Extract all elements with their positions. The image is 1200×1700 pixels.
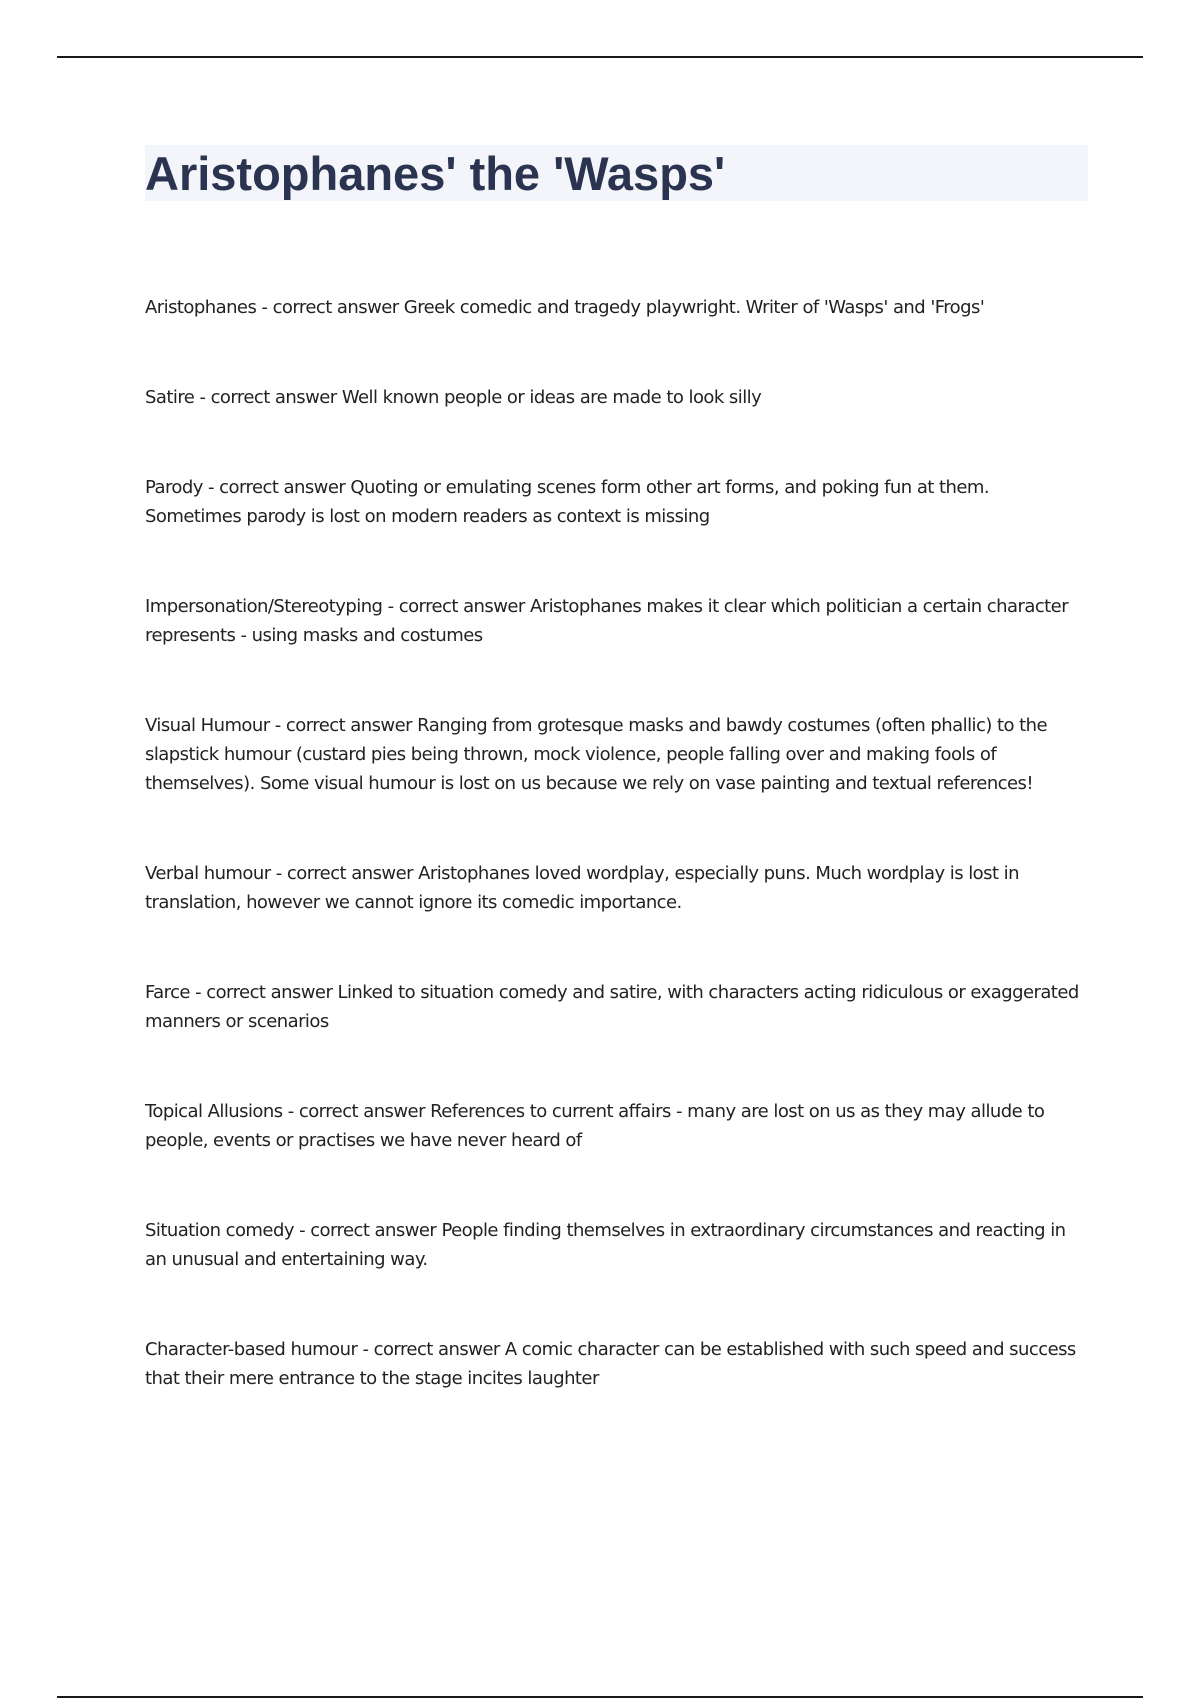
bottom-rule (57, 1696, 1143, 1698)
flashcard-impersonation: Impersonation/Stereotyping - correct answer Aristophanes makes it clear which politician a certain character represents - using masks and costumes (145, 596, 1069, 646)
flashcard-verbal-humour: Verbal humour - correct answer Aristophanes loved wordplay, especially puns. Much wordplay is lost in translation, however we cannot ignore its comedic importance. (145, 863, 1019, 913)
flashcard-visual-humour: Visual Humour - correct answer Ranging from grotesque masks and bawdy costumes (often phallic) to the slapstick humour (custard pies being thrown, mock violence, people falling over and making fools of themselves). Some visual humour is lost on us because we rely on vase painting and textual references! (145, 715, 1048, 794)
flashcard-character-humour: Character-based humour - correct answer A comic character can be established with such speed and success that their mere entrance to the stage incites laughter (145, 1339, 1076, 1389)
flashcard-situation-comedy: Situation comedy - correct answer People finding themselves in extraordinary circumstances and reacting in an unusual and entertaining way. (145, 1220, 1066, 1270)
flashcard-parody: Parody - correct answer Quoting or emulating scenes form other art forms, and poking fun at them. Sometimes parody is lost on modern readers as context is missing (145, 477, 990, 527)
flashcard-aristophanes: Aristophanes - correct answer Greek comedic and tragedy playwright. Writer of 'Wasps' and 'Frogs' (145, 297, 985, 318)
top-rule (57, 56, 1143, 58)
flashcard-satire: Satire - correct answer Well known people or ideas are made to look silly (145, 387, 762, 408)
flashcard-list (145, 293, 1085, 1393)
flashcard-topical-allusions: Topical Allusions - correct answer References to current affairs - many are lost on us as they may allude to people, events or practises we have never heard of (145, 1101, 1045, 1151)
document-title: Aristophanes' the 'Wasps' (145, 147, 726, 200)
flashcard-farce: Farce - correct answer Linked to situation comedy and satire, with characters acting ridiculous or exaggerated manners or scenarios (145, 982, 1079, 1032)
